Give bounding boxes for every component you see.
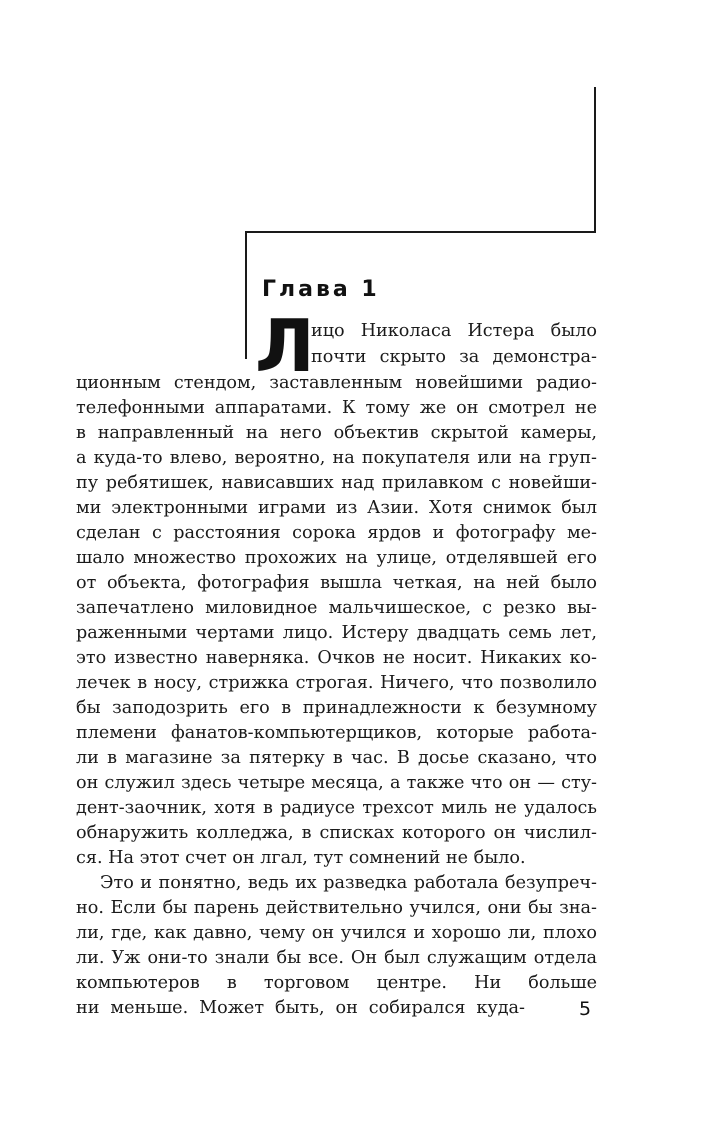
- page-number: 5: [579, 998, 592, 1020]
- text-line: а куда-то влево, вероятно, на покупателя или на груп-: [76, 448, 597, 468]
- text-line: ли. Уж они-то знали бы все. Он был служащим отдела: [76, 948, 597, 968]
- text-line: он служил здесь четыре месяца, а также что он — сту-: [76, 773, 597, 793]
- text-line: ицо Николаса Истера было: [311, 321, 597, 341]
- text-line: но. Если бы парень действительно учился, они бы зна-: [76, 898, 597, 918]
- text-line: ся. На этот счет он лгал, тут сомнений не было.: [76, 848, 526, 868]
- text-line: от объекта, фотография вышла четкая, на ней было: [76, 573, 597, 593]
- text-line: ми электронными играми из Азии. Хотя снимок был: [76, 498, 597, 518]
- text-line: ни меньше. Может быть, он собирался куда-: [76, 998, 525, 1018]
- text-line: ли в магазине за пятерку в час. В досье сказано, что: [76, 748, 597, 768]
- text-line: лечек в носу, стрижка строгая. Ничего, что позволило: [76, 673, 597, 693]
- frame-line-top: [245, 231, 596, 233]
- text-line: почти скрыто за демонстра-: [311, 347, 597, 367]
- frame-line-right: [594, 87, 596, 232]
- text-line: сделан с расстояния сорока ярдов и фотографу ме-: [76, 523, 597, 543]
- drop-cap: Л: [255, 304, 315, 388]
- text-line: компьютеров в торговом центре. Ни больше: [76, 973, 597, 993]
- text-line: раженными чертами лицо. Истеру двадцать семь лет,: [76, 623, 597, 643]
- text-line: шало множество прохожих на улице, отделявшей его: [76, 548, 597, 568]
- text-line: в направленный на него объектив скрытой камеры,: [76, 423, 597, 443]
- text-line: пу ребятишек, нависавших над прилавком с новейши-: [76, 473, 597, 493]
- text-line: обнаружить колледжа, в списках которого он числил-: [76, 823, 597, 843]
- text-line: племени фанатов-компьютерщиков, которые работа-: [76, 723, 597, 743]
- text-line: телефонными аппаратами. К тому же он смотрел не: [76, 398, 597, 418]
- frame-line-left: [245, 231, 247, 359]
- text-line: ционным стендом, заставленным новейшими радио-: [76, 373, 597, 393]
- chapter-title: Глава 1: [262, 277, 380, 302]
- text-line: бы заподозрить его в принадлежности к безумному: [76, 698, 597, 718]
- text-line: запечатлено миловидное мальчишеское, с резко вы-: [76, 598, 597, 618]
- text-line: Это и понятно, ведь их разведка работала безупреч-: [100, 873, 597, 893]
- text-line: ли, где, как давно, чему он учился и хорошо ли, плохо: [76, 923, 597, 943]
- text-line: это известно наверняка. Очков не носит. Никаких ко-: [76, 648, 597, 668]
- text-line: дент-заочник, хотя в радиусе трехсот миль не удалось: [76, 798, 597, 818]
